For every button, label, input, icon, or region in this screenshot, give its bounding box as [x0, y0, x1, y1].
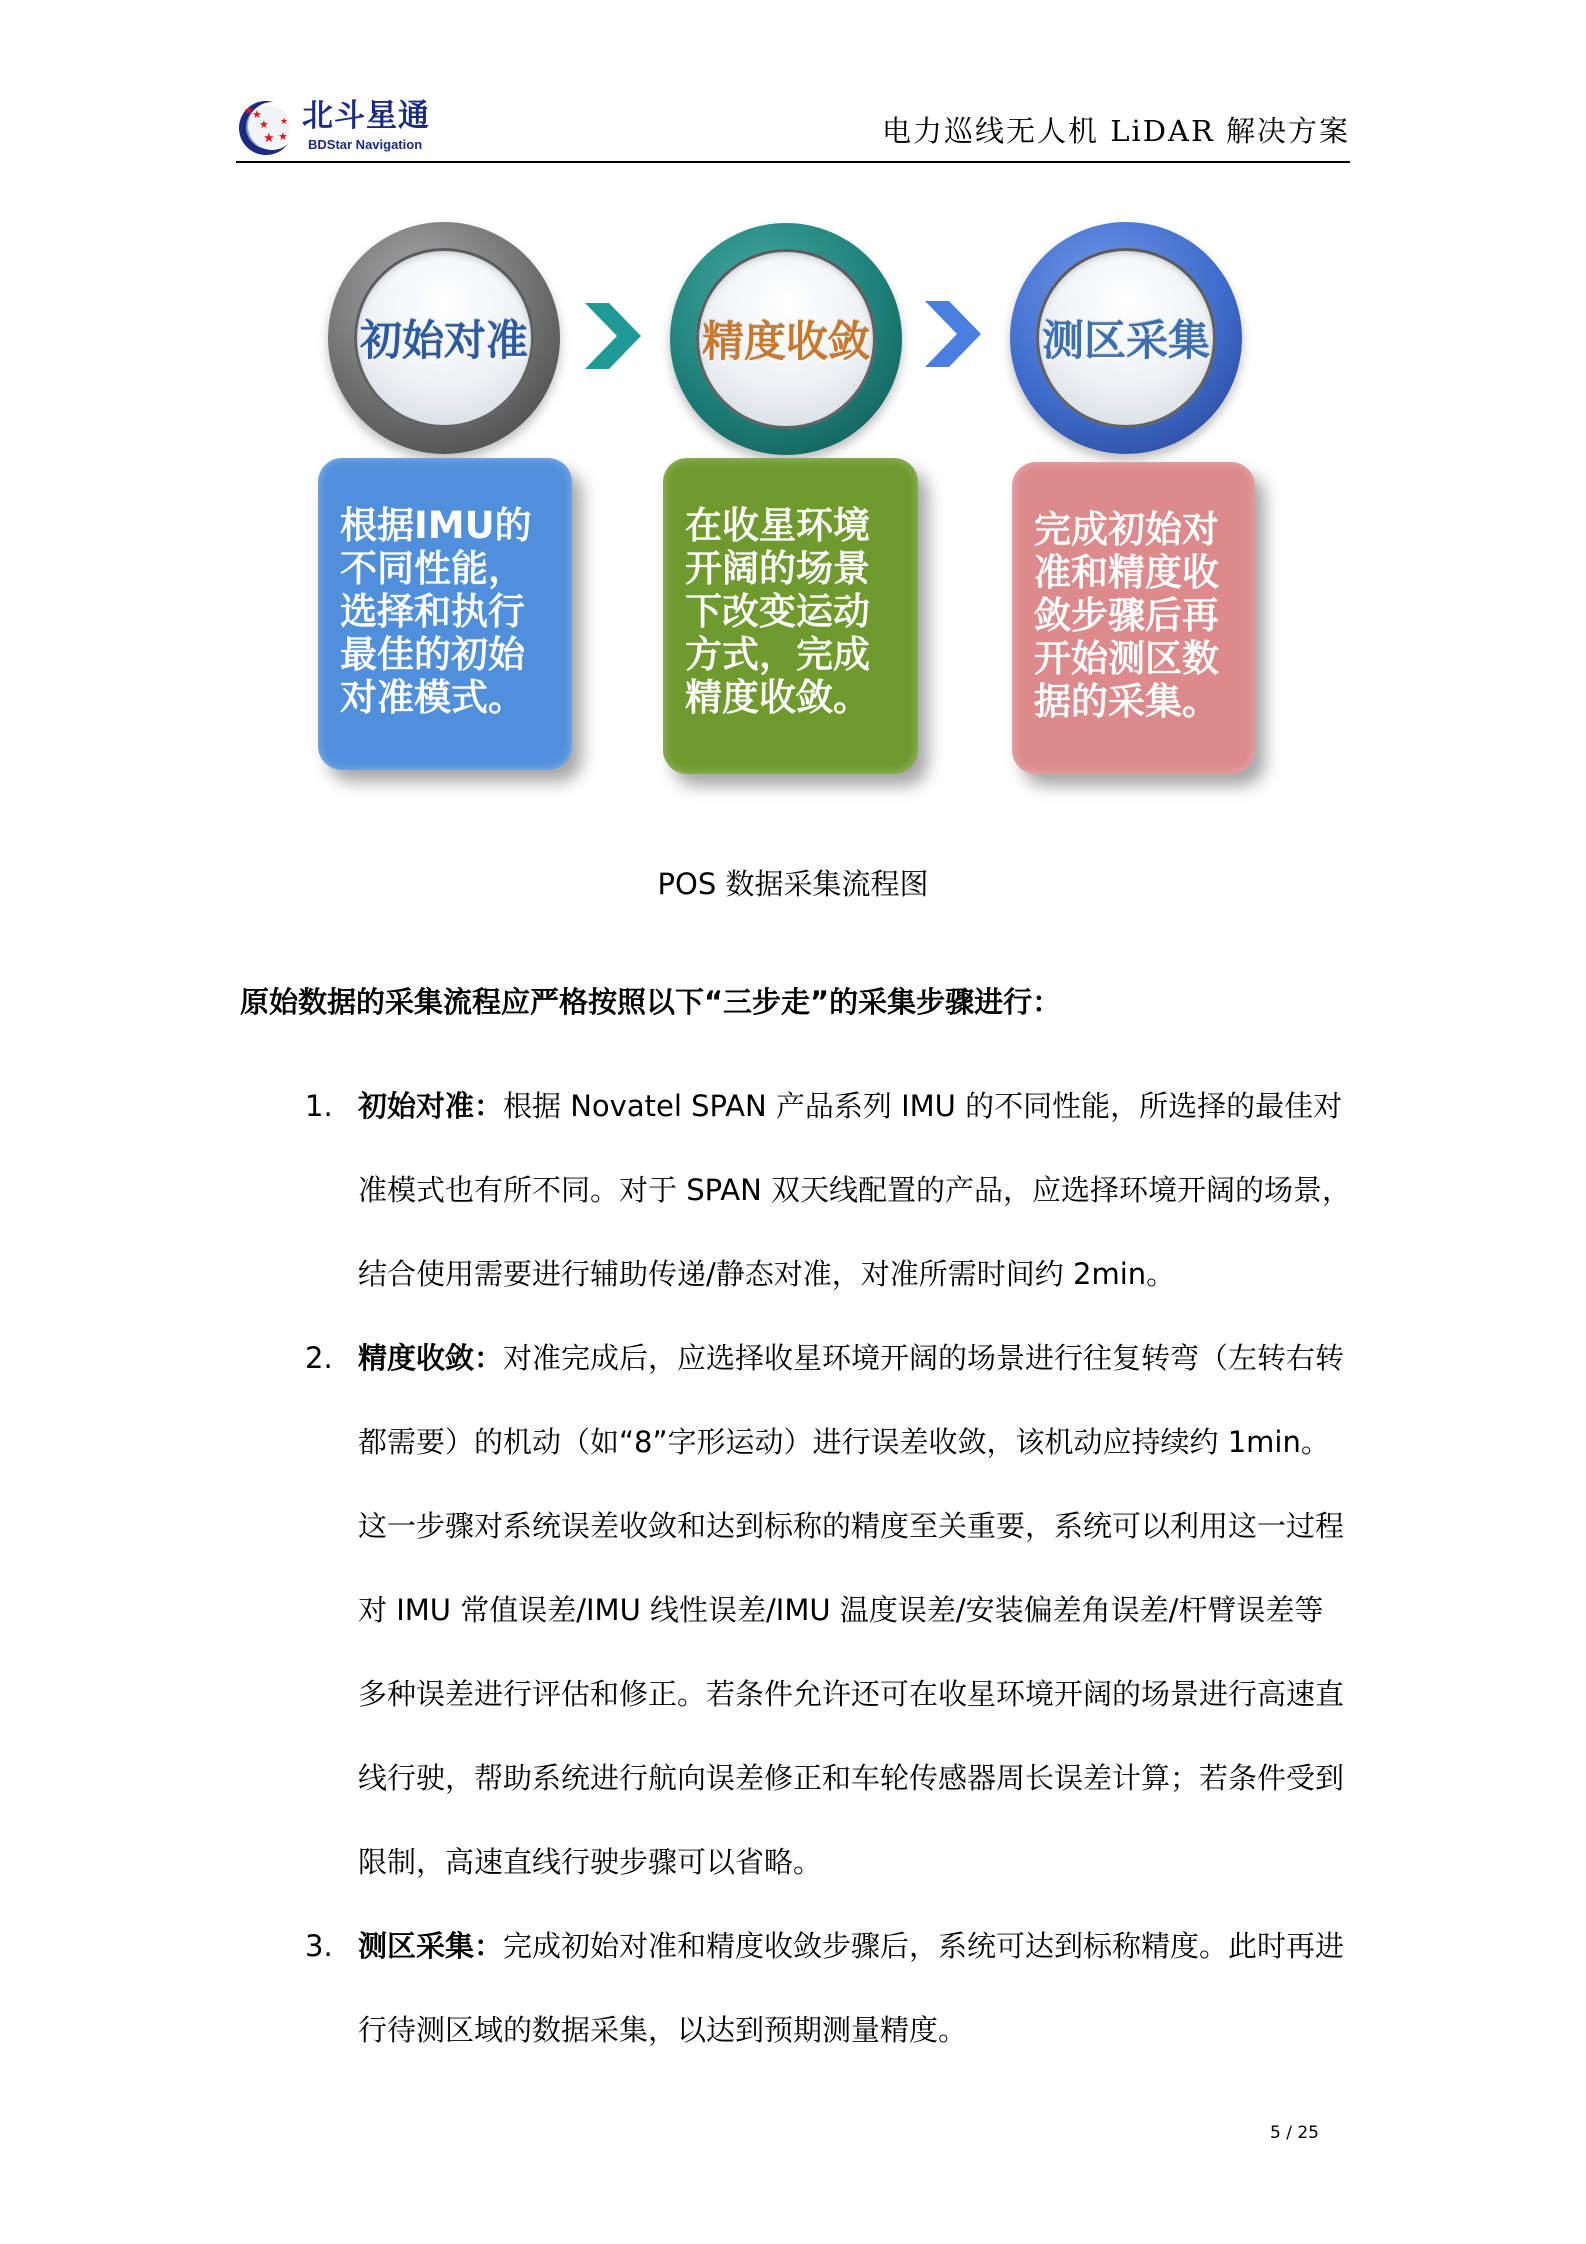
card-line: 准和精度收	[1034, 551, 1219, 594]
step-line: 限制，高速直线行驶步骤可以省略。	[358, 1845, 823, 1879]
card-line: 据的采集。	[1034, 680, 1219, 723]
card-line: 完成初始对	[1034, 508, 1219, 551]
card-line: 在收星环境	[685, 504, 870, 547]
step-item-3	[300, 1924, 1360, 2092]
step-line: 都需要）的机动（如“8”字形运动）进行误差收敛，该机动应持续约 1min。	[358, 1425, 1330, 1459]
flow-step-1-card	[318, 458, 572, 770]
flow-step-3-ring	[1010, 222, 1242, 454]
document-title: 电力巡线无人机 LiDAR 解决方案	[882, 114, 1350, 148]
step-item-1	[300, 1084, 1360, 1336]
step-item-2	[300, 1336, 1360, 1924]
logo-name-en: BDStar Navigation	[308, 137, 423, 152]
header-divider	[236, 161, 1350, 163]
pos-flow-diagram	[300, 210, 1300, 810]
card-line: 下改变运动	[685, 590, 870, 633]
step-text: 完成初始对准和精度收敛步骤后，系统可达到标称精度。此时再进	[503, 1929, 1345, 1963]
ring-face	[354, 248, 534, 428]
card-line: 精度收敛。	[685, 676, 870, 719]
step-text: 根据 Novatel SPAN 产品系列 IMU 的不同性能，所选择的最佳对	[503, 1089, 1343, 1123]
flow-step-1-ring	[328, 222, 560, 454]
flow-step-3-card	[1012, 462, 1255, 774]
step-title: 初始对准：	[358, 1089, 504, 1123]
card-line: 最佳的初始	[340, 633, 525, 676]
logo-name-cn: 北斗星通	[302, 98, 430, 134]
step-line: 多种误差进行评估和修正。若条件允许还可在收星环境开阔的场景进行高速直	[358, 1677, 1345, 1711]
step-text: 对准完成后，应选择收星环境开阔的场景进行往复转弯（左转右转	[503, 1341, 1345, 1375]
flow-step-2-card	[663, 458, 918, 774]
card-line: 方式，完成	[685, 633, 870, 676]
flow-step-1-label: 初始对准	[359, 316, 528, 365]
figure-caption: POS 数据采集流程图	[657, 867, 929, 901]
flow-step-2-label: 精度收敛	[701, 317, 870, 366]
step-line: 这一步骤对系统误差收敛和达到标称的精度至关重要，系统可以利用这一过程	[358, 1509, 1345, 1543]
flow-step-3-label: 测区采集	[1041, 316, 1210, 365]
step-line: 线行驶，帮助系统进行航向误差修正和车轮传感器周长误差计算；若条件受到	[358, 1761, 1345, 1795]
step-number: 1.	[305, 1089, 333, 1123]
svg-text:★: ★	[252, 108, 262, 121]
step-line: 准模式也有所不同。对于 SPAN 双天线配置的产品，应选择环境开阔的场景，	[358, 1173, 1352, 1207]
card-line: 开阔的场景	[685, 547, 870, 590]
card-line: 敛步骤后再	[1034, 594, 1219, 637]
card-line: 根据IMU的	[340, 504, 532, 547]
chevron-right-icon	[925, 301, 981, 367]
steps-list	[300, 1084, 1360, 2092]
card-line: 不同性能，	[340, 547, 525, 590]
page-number: 5 / 25	[1270, 2123, 1319, 2143]
svg-text:★: ★	[263, 131, 275, 146]
step-title: 精度收敛：	[358, 1341, 504, 1375]
step-line: 行待测区域的数据采集，以达到预期测量精度。	[358, 2013, 968, 2047]
svg-text:★: ★	[280, 117, 289, 127]
card-line: 选择和执行	[340, 590, 525, 633]
flow-step-2-ring	[670, 223, 902, 455]
step-line	[300, 1336, 1360, 1420]
step-number: 2.	[305, 1341, 333, 1375]
step-line	[300, 1924, 1360, 2008]
step-title: 测区采集：	[358, 1929, 504, 1963]
company-logo	[236, 96, 436, 158]
chevron-right-icon	[585, 303, 641, 369]
svg-text:★: ★	[244, 104, 254, 117]
step-line	[300, 1084, 1360, 1168]
svg-text:★: ★	[259, 118, 269, 131]
ring-face	[1036, 248, 1216, 428]
card-line: 对准模式。	[340, 676, 525, 719]
section-heading: 原始数据的采集流程应严格按照以下“三步走”的采集步骤进行：	[240, 985, 1062, 1019]
card-line: 开始测区数	[1034, 637, 1219, 680]
crescent-stars-logo-icon	[238, 100, 294, 156]
ring-face	[696, 249, 876, 429]
step-line: 结合使用需要进行辅助传递/静态对准，对准所需时间约 2min。	[358, 1257, 1176, 1291]
step-line: 对 IMU 常值误差/IMU 线性误差/IMU 温度误差/安装偏差角误差/杆臂误差等	[358, 1593, 1324, 1627]
step-number: 3.	[305, 1929, 333, 1963]
svg-text:★: ★	[278, 130, 288, 143]
